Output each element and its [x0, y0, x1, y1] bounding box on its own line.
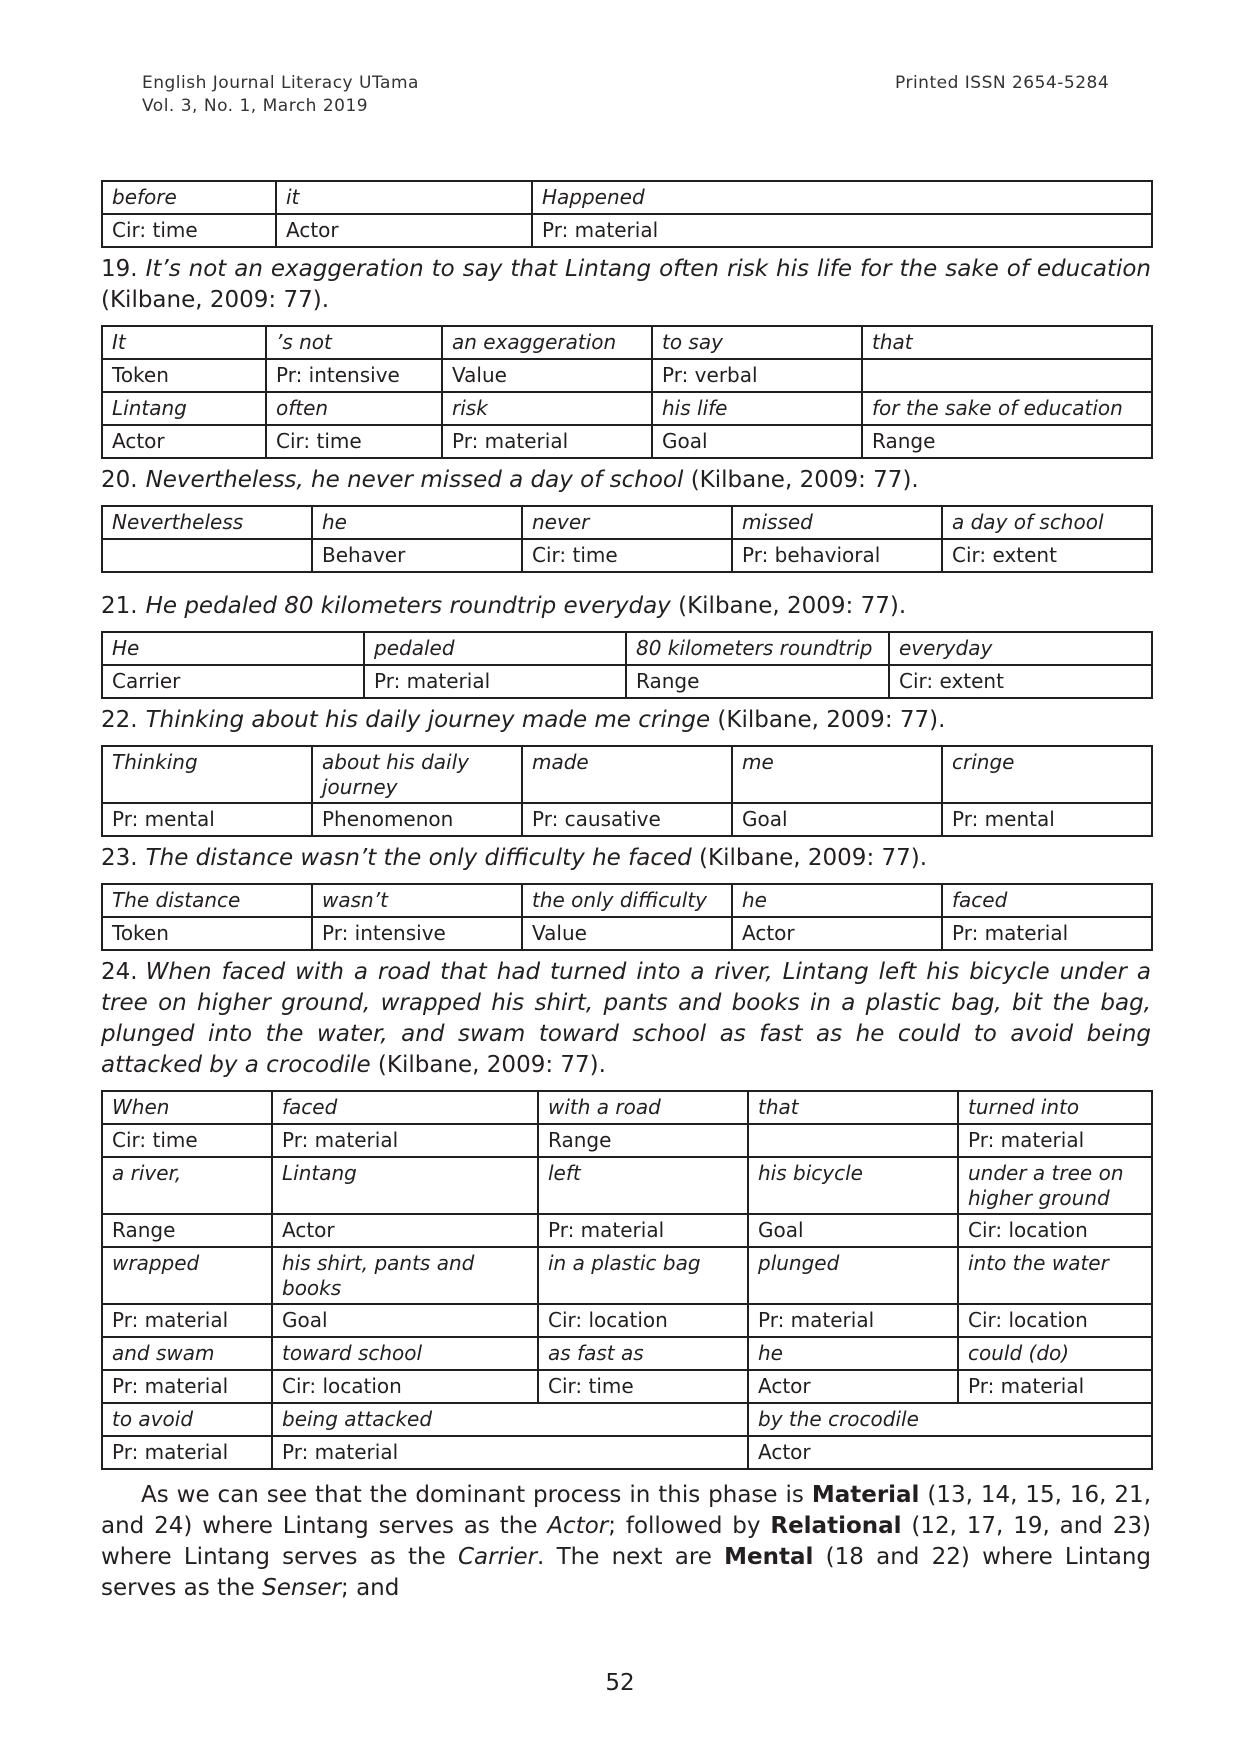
- table-cell: ’s not: [266, 326, 442, 359]
- text-span: As we can see that the dominant process in this phase is: [141, 1482, 812, 1508]
- table-example-19: [101, 325, 1153, 459]
- example-citation: (Kilbane, 2009: 77).: [683, 467, 919, 493]
- table-row: [102, 665, 1152, 698]
- table-cell: [748, 1124, 958, 1157]
- table-cell: in a plastic bag: [538, 1247, 748, 1304]
- table-cell: 80 kilometers roundtrip: [626, 632, 889, 665]
- table-cell: Goal: [732, 803, 942, 836]
- table-cell: Lintang: [102, 392, 266, 425]
- table-cell: wrapped: [102, 1247, 272, 1304]
- table-cell: Goal: [272, 1304, 538, 1337]
- table-cell: He: [102, 632, 364, 665]
- table-row: [102, 506, 1152, 539]
- table-cell: Pr: behavioral: [732, 539, 942, 572]
- table-cell: [862, 359, 1152, 392]
- journal-volume: Vol. 3, No. 1, March 2019: [142, 96, 369, 116]
- table-cell: Pr: intensive: [312, 917, 522, 950]
- table-cell: Actor: [748, 1370, 958, 1403]
- table-row: [102, 1337, 1152, 1370]
- table-cell: Pr: material: [958, 1370, 1152, 1403]
- table-row: [102, 214, 1152, 247]
- table-cell: Range: [626, 665, 889, 698]
- table-row: [102, 1304, 1152, 1337]
- table-cell: plunged: [748, 1247, 958, 1304]
- table-cell: Range: [538, 1124, 748, 1157]
- example-citation: (Kilbane, 2009: 77).: [670, 593, 907, 619]
- table-cell: about his daily journey: [312, 746, 522, 803]
- table-cell: Pr: material: [538, 1214, 748, 1247]
- table-cell: Pr: material: [272, 1436, 748, 1469]
- example-20-sentence: [101, 465, 1151, 496]
- example-number: 22.: [101, 707, 138, 733]
- table-cell: it: [276, 181, 532, 214]
- example-citation: (Kilbane, 2009: 77).: [101, 287, 330, 313]
- text-span: . The next are: [537, 1544, 725, 1570]
- table-cell: Lintang: [272, 1157, 538, 1214]
- italic-term: Carrier: [457, 1544, 538, 1570]
- table-cell: that: [748, 1091, 958, 1124]
- example-22-sentence: [101, 705, 1151, 736]
- table-cell: Pr: mental: [102, 803, 312, 836]
- table-cell: Phenomenon: [312, 803, 522, 836]
- example-number: 24.: [101, 959, 138, 985]
- example-citation: (Kilbane, 2009: 77).: [370, 1052, 606, 1078]
- table-cell: made: [522, 746, 732, 803]
- table-row: [102, 392, 1152, 425]
- table-cell: with a road: [538, 1091, 748, 1124]
- table-cell: wasn’t: [312, 884, 522, 917]
- table-cell: cringe: [942, 746, 1152, 803]
- example-quote: It’s not an exaggeration to say that Lintang often risk his life for the sake of education: [145, 256, 1151, 282]
- table-cell: Cir: time: [102, 214, 276, 247]
- table-cell: missed: [732, 506, 942, 539]
- table-cell: Pr: material: [532, 214, 1152, 247]
- example-number: 19.: [101, 256, 138, 282]
- example-quote: He pedaled 80 kilometers roundtrip everyday: [145, 593, 671, 619]
- table-cell: Pr: material: [272, 1124, 538, 1157]
- table-row: [102, 884, 1152, 917]
- table-cell: turned into: [958, 1091, 1152, 1124]
- table-cell: toward school: [272, 1337, 538, 1370]
- table-cell: Cir: time: [266, 425, 442, 458]
- text-span: ; followed by: [608, 1513, 771, 1539]
- table-row: [102, 746, 1152, 803]
- table-cell: that: [862, 326, 1152, 359]
- table-cell: Actor: [272, 1214, 538, 1247]
- example-number: 23.: [101, 845, 138, 871]
- table-cell: Token: [102, 917, 312, 950]
- example-19-sentence: [101, 254, 1151, 316]
- table-cell: Pr: causative: [522, 803, 732, 836]
- table-cell: his shirt, pants and books: [272, 1247, 538, 1304]
- table-cell: Thinking: [102, 746, 312, 803]
- table-row: [102, 1124, 1152, 1157]
- table-cell: Actor: [732, 917, 942, 950]
- table-cell: he: [312, 506, 522, 539]
- table-cell: [102, 539, 312, 572]
- table-cell: Cir: time: [538, 1370, 748, 1403]
- example-21-sentence: [101, 591, 1151, 622]
- table-cell: into the water: [958, 1247, 1152, 1304]
- table-row: [102, 1247, 1152, 1304]
- table-cell: for the sake of education: [862, 392, 1152, 425]
- table-cell: often: [266, 392, 442, 425]
- table-row: [102, 803, 1152, 836]
- conclusion-paragraph: [101, 1480, 1151, 1604]
- table-cell: Pr: material: [102, 1370, 272, 1403]
- table-cell: to say: [652, 326, 862, 359]
- table-cell: Goal: [652, 425, 862, 458]
- issn-label: Printed ISSN 2654-5284: [895, 73, 1110, 93]
- table-row: [102, 1403, 1152, 1436]
- table-row: [102, 1091, 1152, 1124]
- table-cell: never: [522, 506, 732, 539]
- table-row: [102, 181, 1152, 214]
- table-cell: to avoid: [102, 1403, 272, 1436]
- example-quote: When faced with a road that had turned into a river, Lintang left his bicycle under a tree on higher ground, wrapped his shirt, pants and books in a plastic bag, bit the bag, plunged into the water, and swam toward school as fast as he could to avoid being attacked by a crocodile: [101, 959, 1151, 1078]
- bold-term: Mental: [724, 1544, 814, 1570]
- table-cell: When: [102, 1091, 272, 1124]
- bold-term: Material: [811, 1482, 920, 1508]
- table-row: [102, 1214, 1152, 1247]
- table-example-24: [101, 1090, 1153, 1470]
- text-span: (18 and 22) where Lintang serves as the: [101, 1544, 1152, 1601]
- table-cell: pedaled: [364, 632, 626, 665]
- table-example-20: [101, 505, 1153, 573]
- example-24-sentence: [101, 957, 1151, 1081]
- example-quote: The distance wasn’t the only difficulty he faced: [145, 845, 692, 871]
- table-row: [102, 359, 1152, 392]
- table-cell: Behaver: [312, 539, 522, 572]
- table-cell: left: [538, 1157, 748, 1214]
- table-cell: Pr: material: [442, 425, 652, 458]
- table-cell: Cir: time: [102, 1124, 272, 1157]
- table-cell: Cir: location: [272, 1370, 538, 1403]
- table-cell: Pr: material: [748, 1304, 958, 1337]
- table-cell: being attacked: [272, 1403, 748, 1436]
- example-citation: (Kilbane, 2009: 77).: [691, 845, 928, 871]
- table-cell: before: [102, 181, 276, 214]
- italic-term: Actor: [547, 1513, 609, 1539]
- table-cell: Happened: [532, 181, 1152, 214]
- table-row: [102, 539, 1152, 572]
- example-citation: (Kilbane, 2009: 77).: [710, 707, 946, 733]
- table-cell: the only difficulty: [522, 884, 732, 917]
- table-cell: Pr: material: [364, 665, 626, 698]
- table-cell: Range: [102, 1214, 272, 1247]
- table-cell: Actor: [102, 425, 266, 458]
- page-number: 52: [605, 1670, 635, 1696]
- table-cell: Cir: location: [538, 1304, 748, 1337]
- table-example-18: [101, 180, 1153, 248]
- table-cell: and swam: [102, 1337, 272, 1370]
- table-cell: Token: [102, 359, 266, 392]
- table-cell: Actor: [276, 214, 532, 247]
- journal-header: [142, 72, 419, 118]
- table-row: [102, 1436, 1152, 1469]
- bold-term: Relational: [770, 1513, 902, 1539]
- example-number: 21.: [101, 593, 138, 619]
- table-cell: he: [748, 1337, 958, 1370]
- table-cell: Nevertheless: [102, 506, 312, 539]
- italic-term: Senser: [262, 1575, 342, 1601]
- table-cell: faced: [272, 1091, 538, 1124]
- table-cell: It: [102, 326, 266, 359]
- table-cell: Pr: material: [942, 917, 1152, 950]
- table-row: [102, 1370, 1152, 1403]
- table-cell: his bicycle: [748, 1157, 958, 1214]
- table-cell: Pr: mental: [942, 803, 1152, 836]
- table-row: [102, 326, 1152, 359]
- table-cell: everyday: [889, 632, 1152, 665]
- text-span: ; and: [341, 1575, 400, 1601]
- table-cell: he: [732, 884, 942, 917]
- journal-title: English Journal Literacy UTama: [142, 73, 419, 93]
- table-cell: a river,: [102, 1157, 272, 1214]
- table-cell: faced: [942, 884, 1152, 917]
- table-example-23: [101, 883, 1153, 951]
- text-span: (12, 17, 19, and 23) where Lintang serves as the: [101, 1513, 1151, 1570]
- page-content: [101, 180, 1151, 1604]
- table-cell: an exaggeration: [442, 326, 652, 359]
- table-cell: Cir: location: [958, 1304, 1152, 1337]
- table-row: [102, 917, 1152, 950]
- table-cell: me: [732, 746, 942, 803]
- table-cell: under a tree on higher ground: [958, 1157, 1152, 1214]
- table-cell: his life: [652, 392, 862, 425]
- example-quote: Thinking about his daily journey made me cringe: [145, 707, 711, 733]
- example-23-sentence: [101, 843, 1151, 874]
- table-cell: as fast as: [538, 1337, 748, 1370]
- table-cell: Goal: [748, 1214, 958, 1247]
- table-cell: Range: [862, 425, 1152, 458]
- table-cell: Cir: extent: [942, 539, 1152, 572]
- table-cell: risk: [442, 392, 652, 425]
- table-example-21: [101, 631, 1153, 699]
- table-cell: could (do): [958, 1337, 1152, 1370]
- table-cell: Pr: verbal: [652, 359, 862, 392]
- table-cell: Carrier: [102, 665, 364, 698]
- table-cell: Pr: material: [958, 1124, 1152, 1157]
- example-number: 20.: [101, 467, 138, 493]
- table-cell: a day of school: [942, 506, 1152, 539]
- table-cell: Pr: material: [102, 1436, 272, 1469]
- table-cell: Value: [522, 917, 732, 950]
- table-cell: Pr: intensive: [266, 359, 442, 392]
- table-cell: Cir: extent: [889, 665, 1152, 698]
- table-cell: The distance: [102, 884, 312, 917]
- table-cell: Cir: location: [958, 1214, 1152, 1247]
- table-cell: Pr: material: [102, 1304, 272, 1337]
- table-example-22: [101, 745, 1153, 837]
- table-row: [102, 425, 1152, 458]
- table-cell: Value: [442, 359, 652, 392]
- text-span: (13, 14, 15, 16, 21, and 24) where Lintang serves as the: [101, 1482, 1151, 1539]
- table-row: [102, 1157, 1152, 1214]
- table-cell: Cir: time: [522, 539, 732, 572]
- example-quote: Nevertheless, he never missed a day of school: [145, 467, 684, 493]
- table-cell: Actor: [748, 1436, 1152, 1469]
- table-row: [102, 632, 1152, 665]
- table-cell: by the crocodile: [748, 1403, 1152, 1436]
